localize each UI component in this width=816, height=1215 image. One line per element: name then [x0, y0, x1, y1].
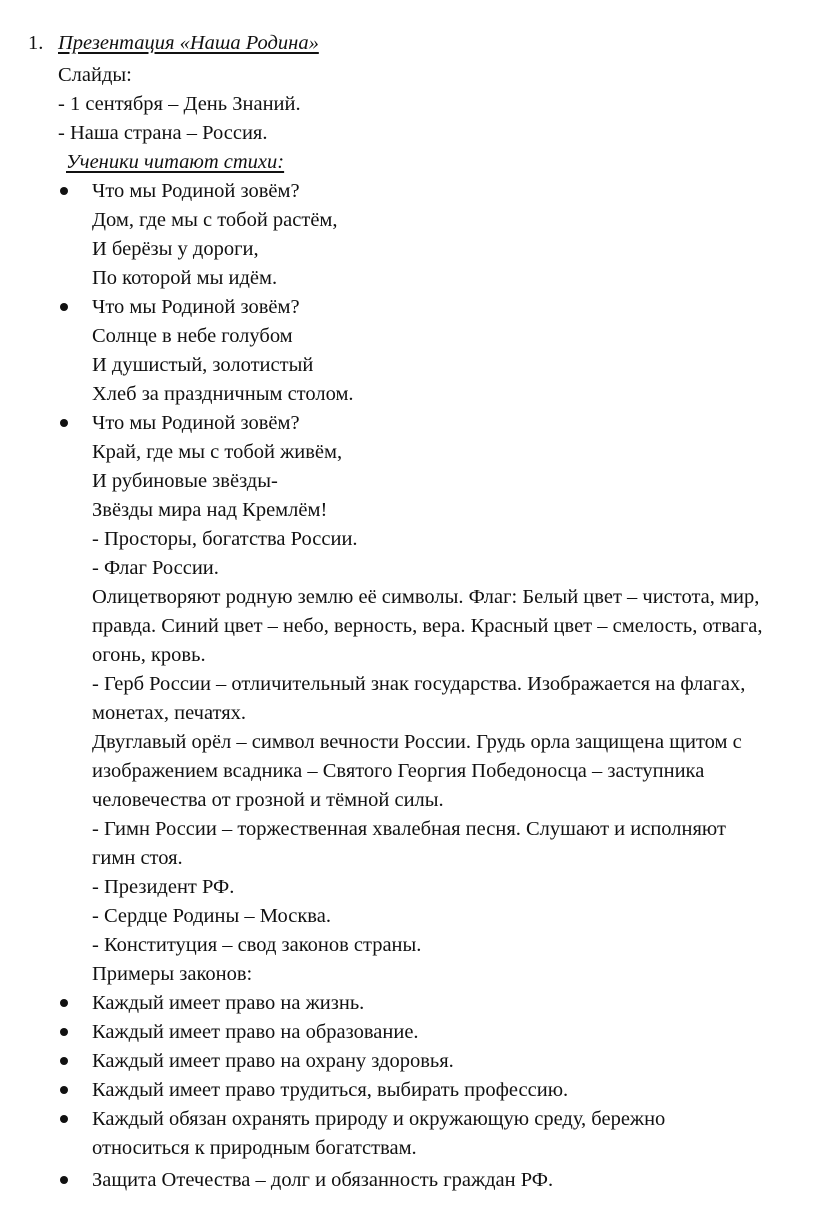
poem-line: Дом, где мы с тобой растём, — [92, 209, 338, 231]
body-line: Олицетворяют родную землю её символы. Флаг: Белый цвет – чистота, мир, — [92, 586, 760, 608]
bullet-icon — [60, 1057, 68, 1065]
law-item: Каждый имеет право на жизнь. — [92, 992, 365, 1014]
law-item: Каждый имеет право на образование. — [92, 1021, 419, 1043]
body-line: - Сердце Родины – Москва. — [92, 905, 331, 927]
poem-line: Что мы Родиной зовём? — [92, 412, 300, 434]
poem-line: И душистый, золотистый — [92, 354, 314, 376]
poem-line: Что мы Родиной зовём? — [92, 296, 300, 318]
body-line: - Просторы, богатства России. — [92, 528, 358, 550]
body-line: человечества от грозной и тёмной силы. — [92, 789, 444, 811]
body-line: правда. Синий цвет – небо, верность, вера. Красный цвет – смелость, отвага, — [92, 615, 763, 637]
bullet-icon — [60, 419, 68, 427]
body-line: Примеры законов: — [92, 963, 253, 985]
body-line: - Конституция – свод законов страны. — [92, 934, 422, 956]
poem-line: Край, где мы с тобой живём, — [92, 441, 343, 463]
poem-line: Солнце в небе голубом — [92, 325, 293, 347]
body-line: монетах, печатях. — [92, 702, 247, 724]
poem-line: Звёзды мира над Кремлём! — [92, 499, 328, 521]
poem-line: Хлеб за праздничным столом. — [92, 383, 354, 405]
body-line: огонь, кровь. — [92, 644, 206, 666]
bullet-icon — [60, 999, 68, 1007]
body-line: - Гимн России – торжественная хвалебная песня. Слушают и исполняют — [92, 818, 726, 840]
law-item: Каждый обязан охранять природу и окружающую среду, бережно — [92, 1108, 666, 1130]
body-line: - Герб России – отличительный знак государства. Изображается на флагах, — [92, 673, 746, 695]
heading-title: Презентация «Наша Родина» — [58, 32, 319, 54]
slides-label: Слайды: — [58, 64, 132, 86]
poem-line: По которой мы идём. — [92, 267, 278, 289]
bullet-icon — [60, 1086, 68, 1094]
bullet-icon — [60, 1176, 68, 1184]
bullet-icon — [60, 303, 68, 311]
law-item: Каждый имеет право трудиться, выбирать профессию. — [92, 1079, 569, 1101]
body-line: Двуглавый орёл – символ вечности России. Грудь орла защищена щитом с — [92, 731, 742, 753]
slide-item: - Наша страна – Россия. — [58, 122, 268, 144]
slide-item: - 1 сентября – День Знаний. — [58, 93, 301, 115]
body-line: изображением всадника – Святого Георгия Победоносца – заступника — [92, 760, 705, 782]
law-item-continuation: относиться к природным богатствам. — [92, 1137, 417, 1159]
body-line: - Флаг России. — [92, 557, 219, 579]
law-item: Каждый имеет право на охрану здоровья. — [92, 1050, 454, 1072]
bullet-icon — [60, 187, 68, 195]
poem-line: И берёзы у дороги, — [92, 238, 259, 260]
poem-line: Что мы Родиной зовём? — [92, 180, 300, 202]
law-item: Защита Отечества – долг и обязанность граждан РФ. — [92, 1169, 554, 1191]
heading-number: 1. — [28, 32, 44, 54]
pupils-read-label: Ученики читают стихи: — [66, 151, 285, 173]
body-line: - Президент РФ. — [92, 876, 235, 898]
bullet-icon — [60, 1028, 68, 1036]
body-line: гимн стоя. — [92, 847, 183, 869]
bullet-icon — [60, 1115, 68, 1123]
poem-line: И рубиновые звёзды- — [92, 470, 278, 492]
